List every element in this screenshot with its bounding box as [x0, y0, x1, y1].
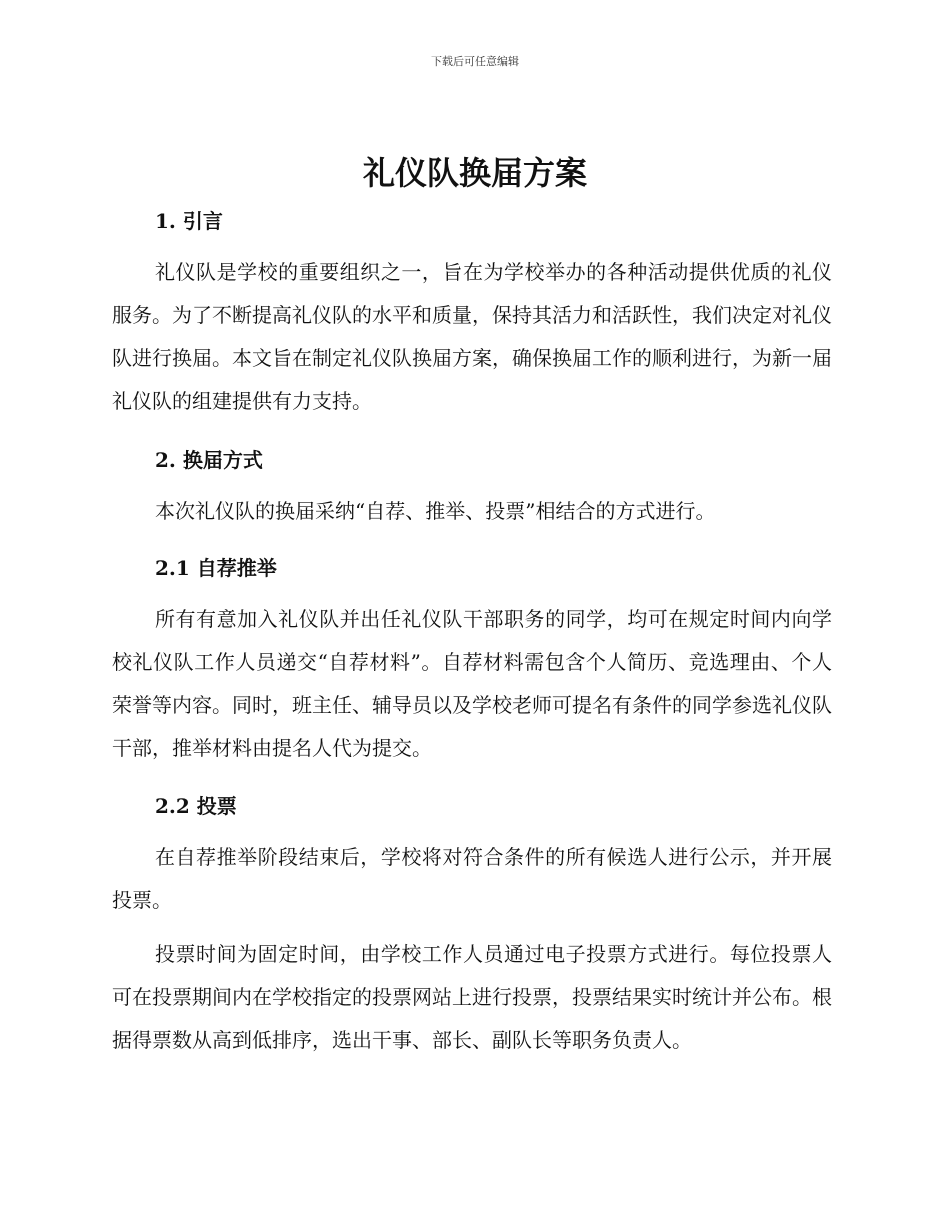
paragraph-election-method: 本次礼仪队的换届采纳“自荐、推举、投票”相结合的方式进行。 — [155, 499, 716, 523]
paragraph-self-nomination: 所有有意加入礼仪队并出任礼仪队干部职务的同学，均可在规定时间内向学校礼仪队工作人员递交“自荐材料”。自荐材料需包含个人简历、竞选理由、个人荣誉等内容。同时，班主任、辅导员以及学校老师可提名有条件的同学参选礼仪队干部，推举材料由提名人代为提交。 — [112, 607, 832, 760]
paragraph-voting-details: 投票时间为固定时间，由学校工作人员通过电子投票方式进行。每位投票人可在投票期间内在学校指定的投票网站上进行投票，投票结果实时统计并公布。根据得票数从高到低排序，选出干事、部长、副队长等职务负责人。 — [112, 942, 832, 1052]
paragraph-voting-intro: 在自荐推举阶段结束后，学校将对符合条件的所有候选人进行公示，并开展投票。 — [112, 845, 832, 912]
section-heading-introduction: 1. 引言 — [155, 209, 223, 233]
page-header-note: 下载后可任意编辑 — [431, 55, 519, 68]
section-heading-voting: 2.2 投票 — [155, 794, 237, 818]
paragraph-introduction: 礼仪队是学校的重要组织之一，旨在为学校举办的各种活动提供优质的礼仪服务。为了不断提高礼仪队的水平和质量，保持其活力和活跃性，我们决定对礼仪队进行换届。本文旨在制定礼仪队换届方案，确保换届工作的顺利进行，为新一届礼仪队的组建提供有力支持。 — [112, 260, 832, 413]
section-heading-self-nomination: 2.1 自荐推举 — [155, 556, 277, 580]
document-title: 礼仪队换届方案 — [362, 154, 587, 192]
section-heading-election-method: 2. 换届方式 — [155, 448, 263, 472]
